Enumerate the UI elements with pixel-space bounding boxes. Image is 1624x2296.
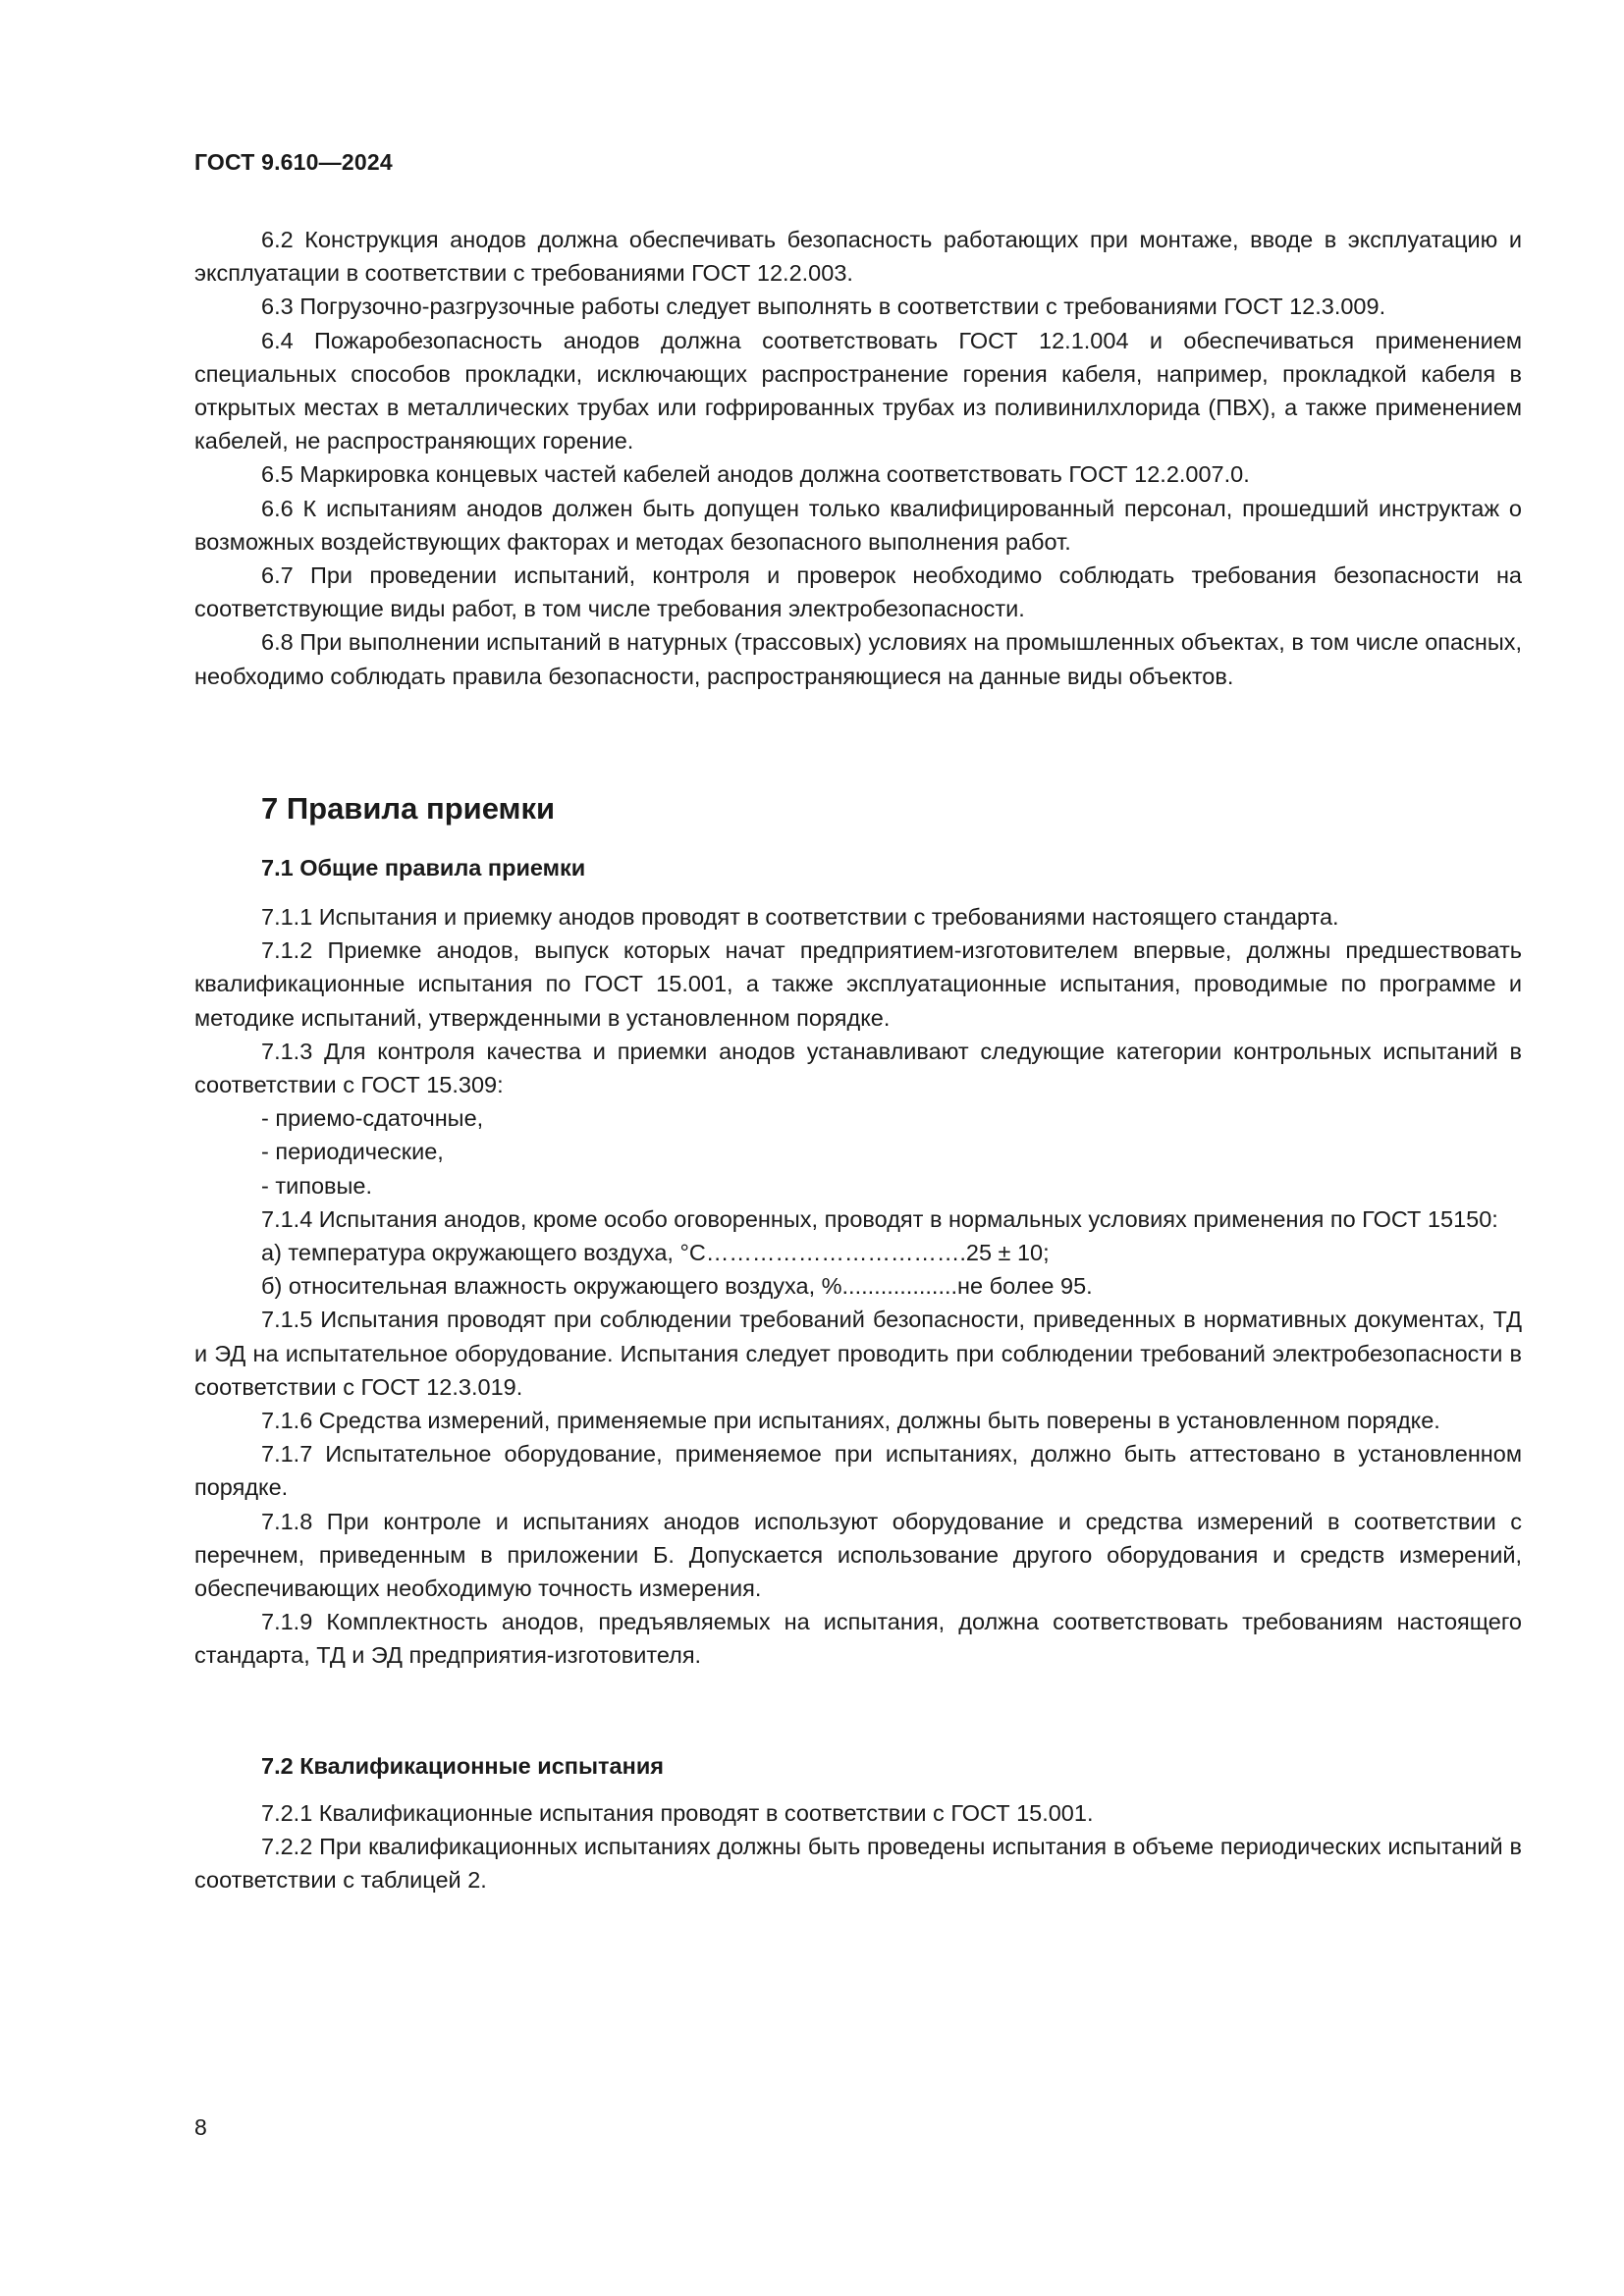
paragraph-6-7: 6.7 При проведении испытаний, контроля и проверок необходимо соблюдать требования безопасности на соответствующие виды работ, в том числе требования электробезопасности. xyxy=(194,562,1522,622)
paragraph-7-1-5: 7.1.5 Испытания проводят при соблюдении требований безопасности, приведенных в нормативных документах, ТД и ЭД на испытательное оборудование. Испытания следует проводить при соблюдении требований электробезопасности в соответствии с ГОСТ 12.3.019. xyxy=(194,1307,1522,1400)
paragraph-6-6: 6.6 К испытаниям анодов должен быть допущен только квалифицированный персонал, прошедший инструктаж о возможных воздействующих факторах и методах безопасного выполнения работ. xyxy=(194,495,1522,555)
paragraph-7-2-2: 7.2.2 При квалификационных испытаниях должны быть проведены испытания в объеме периодических испытаний в соответствии с таблицей 2. xyxy=(194,1834,1522,1894)
section-6-body xyxy=(194,223,1522,693)
document-code-header: ГОСТ 9.610—2024 xyxy=(194,149,393,175)
section-7-title: 7 Правила приемки xyxy=(261,791,556,826)
paragraph-6-2: 6.2 Конструкция анодов должна обеспечивать безопасность работающих при монтаже, вводе в эксплуатацию и эксплуатации в соответствии с требованиями ГОСТ 12.2.003. xyxy=(194,227,1522,287)
condition-humidity: б) относительная влажность окружающего воздуха, %..................не более 95. xyxy=(261,1273,1093,1300)
paragraph-6-8: 6.8 При выполнении испытаний в натурных (трассовых) условиях на промышленных объектах, в том числе опасных, необходимо соблюдать правила безопасности, распространяющиеся на данные виды объектов. xyxy=(194,629,1522,689)
paragraph-6-5: 6.5 Маркировка концевых частей кабелей анодов должна соответствовать ГОСТ 12.2.007.0. xyxy=(261,461,1250,488)
list-item-acceptance: - приемо-сдаточные, xyxy=(261,1105,484,1132)
paragraph-6-3: 6.3 Погрузочно-разгрузочные работы следует выполнять в соответствии с требованиями ГОСТ 12.3.009. xyxy=(261,294,1386,320)
subsection-7-2-title: 7.2 Квалификационные испытания xyxy=(261,1753,664,1779)
paragraph-7-1-8: 7.1.8 При контроле и испытаниях анодов используют оборудование и средства измерений в соответствии с перечнем, приведенным в приложении Б. Допускается использование другого оборудования и средств измерений, обеспечивающих необходимую точность измерения. xyxy=(194,1508,1522,1602)
subsection-7-2-body xyxy=(194,1796,1522,1897)
condition-temperature: а) температура окружающего воздуха, °С…………………………….25 ± 10; xyxy=(261,1240,1050,1266)
paragraph-7-1-7: 7.1.7 Испытательное оборудование, применяемое при испытаниях, должно быть аттестовано в установленном порядке. xyxy=(194,1441,1522,1501)
paragraph-7-1-6: 7.1.6 Средства измерений, применяемые при испытаниях, должны быть поверены в установленном порядке. xyxy=(261,1408,1440,1434)
paragraph-7-1-9: 7.1.9 Комплектность анодов, предъявляемых на испытания, должна соответствовать требованиям настоящего стандарта, ТД и ЭД предприятия-изготовителя. xyxy=(194,1609,1522,1669)
paragraph-6-4: 6.4 Пожаробезопасность анодов должна соответствовать ГОСТ 12.1.004 и обеспечиваться применением специальных способов прокладки, исключающих распространение горения кабеля, например, прокладкой кабеля в открытых местах в металлических трубах или гофрированных трубах из поливинилхлорида (ПВХ), а также применением кабелей, не распространяющих горение. xyxy=(194,327,1522,454)
list-item-periodic: - периодические, xyxy=(261,1139,444,1165)
list-item-type: - типовые. xyxy=(261,1172,373,1199)
subsection-7-1-body xyxy=(194,900,1522,1673)
paragraph-7-2-1: 7.2.1 Квалификационные испытания проводят в соответствии с ГОСТ 15.001. xyxy=(261,1800,1094,1826)
subsection-7-1-title: 7.1 Общие правила приемки xyxy=(261,855,586,881)
page-number: 8 xyxy=(194,2114,207,2140)
paragraph-7-1-2: 7.1.2 Приемке анодов, выпуск которых начат предприятием-изготовителем впервые, должны предшествовать квалификационные испытания по ГОСТ 15.001, а также эксплуатационные испытания, проводимые по программе и методике испытаний, утвержденными в установленном порядке. xyxy=(194,937,1522,1031)
paragraph-7-1-3: 7.1.3 Для контроля качества и приемки анодов устанавливают следующие категории контрольных испытаний в соответствии с ГОСТ 15.309: xyxy=(194,1038,1522,1098)
paragraph-7-1-4: 7.1.4 Испытания анодов, кроме особо оговоренных, проводят в нормальных условиях применения по ГОСТ 15150: xyxy=(261,1205,1498,1232)
paragraph-7-1-1: 7.1.1 Испытания и приемку анодов проводят в соответствии с требованиями настоящего стандарта. xyxy=(261,904,1339,930)
